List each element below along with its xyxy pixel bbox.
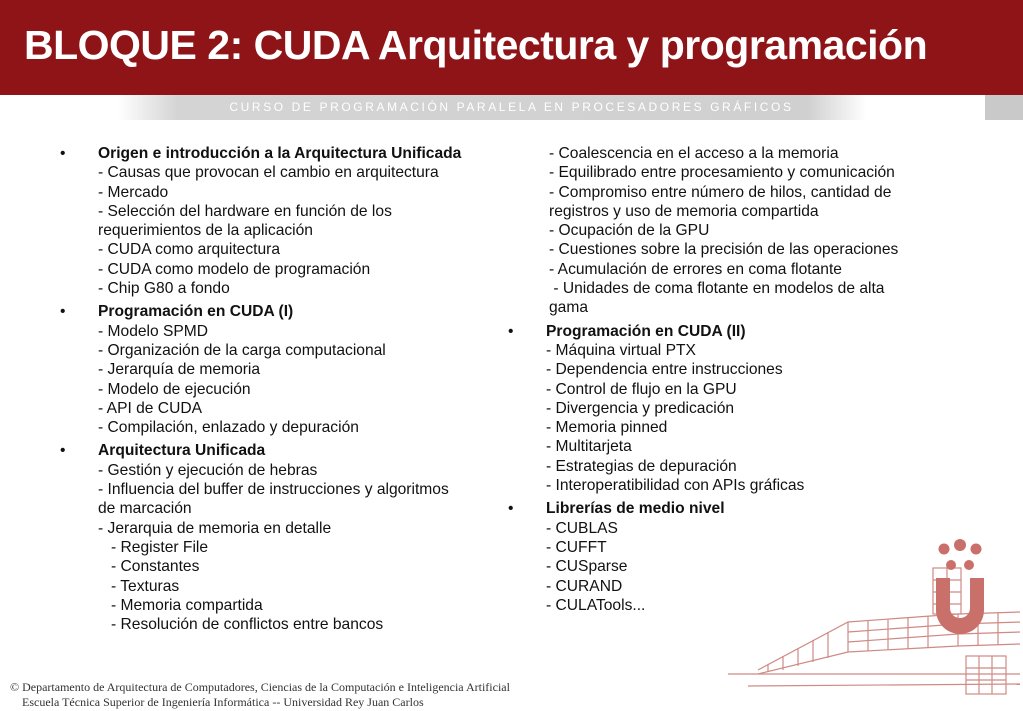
topic-item: - Chip G80 a fondo [98,280,230,298]
topic-item: - Texturas [98,577,180,595]
agenda-section [60,144,520,298]
footer [10,680,510,709]
topic-item: - Divergencia y predicación [546,399,735,417]
topic-item: - Organización de la carga computacional [98,341,386,359]
slide-title: BLOQUE 2: CUDA Arquitectura y programación [24,22,928,68]
topic-item: - Unidades de coma flotante en modelos de alta [549,280,885,298]
topic-item: registros y uso de memoria compartida [549,202,819,220]
topic-item: - CUBLAS [546,519,618,537]
bullet-icon: • [60,442,66,460]
section-title: Programación en CUDA (II) [546,322,746,340]
topic-item: - Mercado [98,183,169,201]
urjc-u-logo-icon [930,536,990,636]
topic-item: - Máquina virtual PTX [546,341,696,359]
topic-item: - Jerarquía de memoria [98,361,261,379]
agenda-section [60,302,520,437]
topic-item: - Estrategias de depuración [546,457,737,475]
topic-item: - CUFFT [546,538,607,556]
footer-department: © Departamento de Arquitectura de Computadores, Ciencias de la Computación e Inteligencia Artificial [10,680,510,694]
topic-item: - Compilación, enlazado y depuración [98,419,359,437]
bullet-icon: • [60,303,66,321]
left-column [60,144,520,634]
topic-item: - Constantes [98,558,200,576]
topic-item: requerimientos de la aplicación [98,222,313,240]
slide-header [0,0,1023,95]
topic-item: - Coalescencia en el acceso a la memoria [549,145,839,162]
topic-item: - Selección del hardware en función de los [98,202,392,220]
topic-item: - Acumulación de errores en coma flotante [549,260,842,278]
agenda-section [508,322,968,496]
topic-item: - Dependencia entre instrucciones [546,361,783,379]
bullet-icon: • [60,145,66,162]
course-subtitle: CURSO DE PROGRAMACIÓN PARALELA EN PROCESADORES GRÁFICOS [229,100,794,114]
topic-item: - Interoperatibilidad con APIs gráficas [546,477,805,495]
course-banner [0,95,1023,120]
topic-item: - Modelo de ejecución [98,380,251,398]
topic-item: - Compromiso entre número de hilos, cantidad de [549,183,892,201]
topic-item: - Memoria pinned [546,419,668,437]
topic-item: - Cuestiones sobre la precisión de las operaciones [549,241,899,259]
section-title: Origen e introducción a la Arquitectura Unificada [98,145,462,162]
topic-item: de marcación [98,500,192,518]
continued-topics [508,144,968,318]
topic-item: - CUSparse [546,558,628,576]
topic-item: - Multitarjeta [546,438,632,456]
topic-item: - Gestión y ejecución de hebras [98,461,318,479]
footer-school: Escuela Técnica Superior de Ingeniería Informática -- Universidad Rey Juan Carlos [22,694,424,709]
topic-item: - API de CUDA [98,399,202,417]
topic-item: - Equilibrado entre procesamiento y comunicación [549,164,895,182]
section-title: Arquitectura Unificada [98,442,266,460]
topic-item: - Modelo SPMD [98,322,209,340]
topic-item: - Causas que provocan el cambio en arquitectura [98,164,439,182]
topic-item: - Control de flujo en la GPU [546,380,737,398]
topic-item: - Register File [98,538,209,556]
topic-item: - Jerarquia de memoria en detalle [98,519,332,537]
topic-item: - Ocupación de la GPU [549,222,710,240]
topic-item: - CULATools... [546,596,646,614]
topic-item: - CUDA como arquitectura [98,241,280,259]
section-title: Programación en CUDA (I) [98,303,294,321]
topic-item: - CUDA como modelo de programación [98,260,371,278]
agenda-section [60,441,520,634]
topic-item: - CURAND [546,577,623,595]
section-title: Librerías de medio nivel [546,500,725,518]
topic-item: - Resolución de conflictos entre bancos [98,616,384,634]
topic-item: gama [549,299,589,317]
bullet-icon: • [508,322,514,340]
bullet-icon: • [508,500,514,518]
topic-item: - Influencia del buffer de instrucciones y algoritmos [98,481,449,499]
topic-item: - Memoria compartida [98,596,263,614]
